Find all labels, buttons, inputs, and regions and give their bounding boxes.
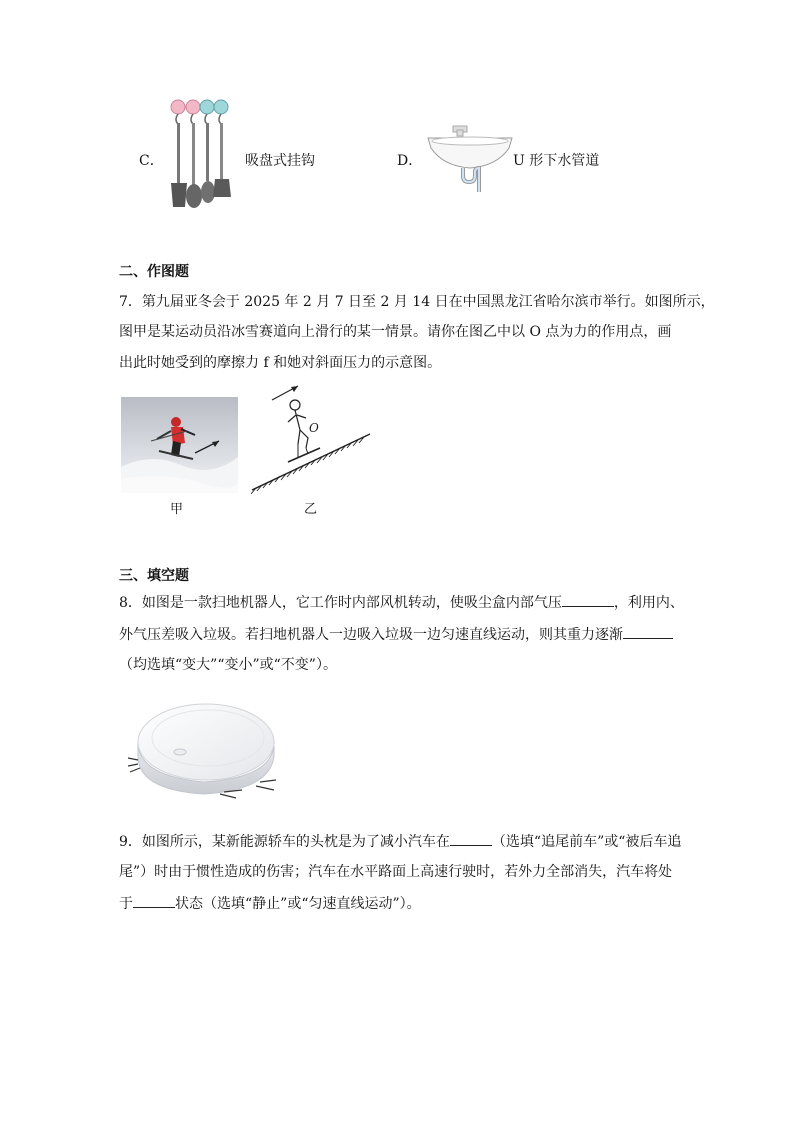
skier-photo: [121, 397, 238, 493]
q9-blank-1[interactable]: [450, 831, 492, 846]
figure-jia-caption: 甲: [170, 502, 184, 517]
q9-text-line-2: 尾”）时由于惯性造成的伤害；汽车在水平路面上高速行驶时，若外力全部消失，汽车将处: [119, 864, 673, 880]
sink-u-pipe-image: [425, 124, 515, 196]
section-heading-drawing: 二、作图题: [119, 264, 189, 280]
q9-line1-part-b: （选填“追尾前车”或“被后车追: [491, 834, 682, 850]
q9-line3-part-a: 于: [119, 896, 133, 912]
point-o-label: O: [309, 421, 319, 435]
option-d-letter: D．: [397, 153, 423, 169]
q7-text-line-2: 图甲是某运动员沿冰雪赛道向上滑行的某一情景。请你在图乙中以 O 点为力的作用点，画: [119, 324, 672, 340]
q9-line1-part-a: 9．如图所示，某新能源轿车的头枕是为了减小汽车在: [119, 834, 450, 850]
q8-line2-part-a: 外气压差吸入垃圾。若扫地机器人一边吸入垃圾一边匀速直线运动，则其重力逐渐: [119, 627, 623, 643]
suction-hook-image: [165, 97, 240, 215]
option-d-text: U 形下水管道: [513, 153, 600, 169]
figure-yi-caption: 乙: [304, 502, 318, 517]
q9-text-line-3: [119, 893, 421, 914]
q9-text-line-1: [119, 831, 681, 852]
q8-text-line-1: [119, 592, 684, 613]
q8-blank-2[interactable]: [623, 624, 673, 639]
q8-blank-1[interactable]: [562, 592, 614, 607]
q9-blank-2[interactable]: [133, 893, 175, 908]
q7-text-line-1: 7．第九届亚冬会于 2025 年 2 月 7 日至 2 月 14 日在中国黑龙江省哈尔滨市举行。如图所示，: [119, 294, 715, 310]
robot-vacuum-image: [124, 694, 280, 804]
q8-text-line-2: [119, 624, 673, 645]
q8-line1-part-a: 8．如图是一款扫地机器人，它工作时内部风机转动，使吸尘盒内部气压: [119, 595, 562, 611]
q8-text-line-3: （均选填“变大”“变小”或“不变”）。: [119, 657, 337, 673]
option-c-letter: C．: [139, 153, 164, 169]
section-heading-fill-blank: 三、填空题: [119, 568, 189, 584]
q9-line3-part-b: 状态（选填“静止”或“匀速直线运动”）。: [175, 896, 421, 912]
q7-text-line-3: 出此时她受到的摩擦力 f 和她对斜面压力的示意图。: [119, 355, 442, 371]
q8-line1-part-b: ，利用内、: [613, 595, 684, 611]
slope-diagram: [248, 382, 374, 494]
option-c-text: 吸盘式挂钩: [245, 153, 315, 169]
